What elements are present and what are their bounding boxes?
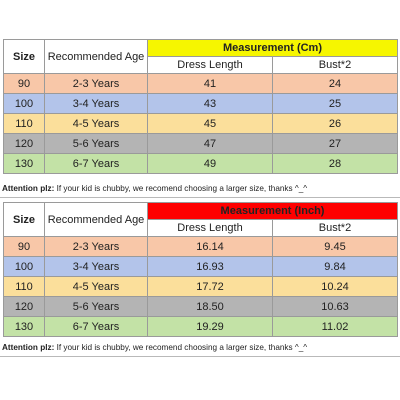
bust-header: Bust*2: [273, 57, 398, 74]
table-row: [4, 154, 398, 174]
size-cell: 110: [4, 114, 45, 134]
inch-size-chart: [3, 202, 397, 337]
size-cell: 100: [4, 94, 45, 114]
bust-cell: 24: [273, 74, 398, 94]
measurement-cm-header: Measurement (Cm): [148, 40, 398, 57]
length-cell: 45: [148, 114, 273, 134]
bust-cell: 9.84: [273, 257, 398, 277]
size-cell: 130: [4, 317, 45, 337]
size-cell: 90: [4, 237, 45, 257]
cm-size-table: [3, 39, 398, 174]
length-cell: 16.14: [148, 237, 273, 257]
dress-length-header: Dress Length: [148, 220, 273, 237]
table-row: [4, 237, 398, 257]
size-cell: 90: [4, 74, 45, 94]
divider: [0, 197, 400, 198]
bust-cell: 25: [273, 94, 398, 114]
bust-cell: 10.24: [273, 277, 398, 297]
age-cell: 3-4 Years: [45, 94, 148, 114]
length-cell: 43: [148, 94, 273, 114]
age-cell: 6-7 Years: [45, 154, 148, 174]
attention-text: If your kid is chubby, we recomend choosing a larger size, thanks ^_^: [54, 343, 308, 352]
age-header: Recommended Age: [45, 203, 148, 237]
size-cell: 100: [4, 257, 45, 277]
table-row: [4, 74, 398, 94]
age-cell: 4-5 Years: [45, 114, 148, 134]
bust-cell: 27: [273, 134, 398, 154]
table-row: [4, 114, 398, 134]
attention-label: Attention plz:: [2, 343, 55, 352]
age-cell: 5-6 Years: [45, 297, 148, 317]
age-cell: 4-5 Years: [45, 277, 148, 297]
dress-length-header: Dress Length: [148, 57, 273, 74]
bust-cell: 26: [273, 114, 398, 134]
bust-cell: 11.02: [273, 317, 398, 337]
size-cell: 130: [4, 154, 45, 174]
size-cell: 120: [4, 297, 45, 317]
attention-note: [0, 180, 400, 197]
attention-text: If your kid is chubby, we recomend choosing a larger size, thanks ^_^: [54, 184, 308, 193]
bust-cell: 28: [273, 154, 398, 174]
size-cell: 110: [4, 277, 45, 297]
size-header: Size: [4, 40, 45, 74]
length-cell: 16.93: [148, 257, 273, 277]
length-cell: 49: [148, 154, 273, 174]
measurement-inch-header: Measurement (Inch): [148, 203, 398, 220]
bust-cell: 9.45: [273, 237, 398, 257]
age-header: Recommended Age: [45, 40, 148, 74]
bust-header: Bust*2: [273, 220, 398, 237]
attention-note: [0, 339, 400, 356]
attention-label: Attention plz:: [2, 184, 55, 193]
length-cell: 47: [148, 134, 273, 154]
divider: [0, 356, 400, 357]
age-cell: 6-7 Years: [45, 317, 148, 337]
age-cell: 2-3 Years: [45, 237, 148, 257]
size-cell: 120: [4, 134, 45, 154]
age-cell: 5-6 Years: [45, 134, 148, 154]
size-header: Size: [4, 203, 45, 237]
table-row: [4, 94, 398, 114]
table-row: [4, 134, 398, 154]
table-row: [4, 257, 398, 277]
length-cell: 17.72: [148, 277, 273, 297]
length-cell: 41: [148, 74, 273, 94]
age-cell: 3-4 Years: [45, 257, 148, 277]
table-row: [4, 317, 398, 337]
cm-size-chart: [3, 39, 397, 174]
inch-size-table: [3, 202, 398, 337]
table-row: [4, 277, 398, 297]
bust-cell: 10.63: [273, 297, 398, 317]
length-cell: 18.50: [148, 297, 273, 317]
length-cell: 19.29: [148, 317, 273, 337]
table-row: [4, 297, 398, 317]
age-cell: 2-3 Years: [45, 74, 148, 94]
